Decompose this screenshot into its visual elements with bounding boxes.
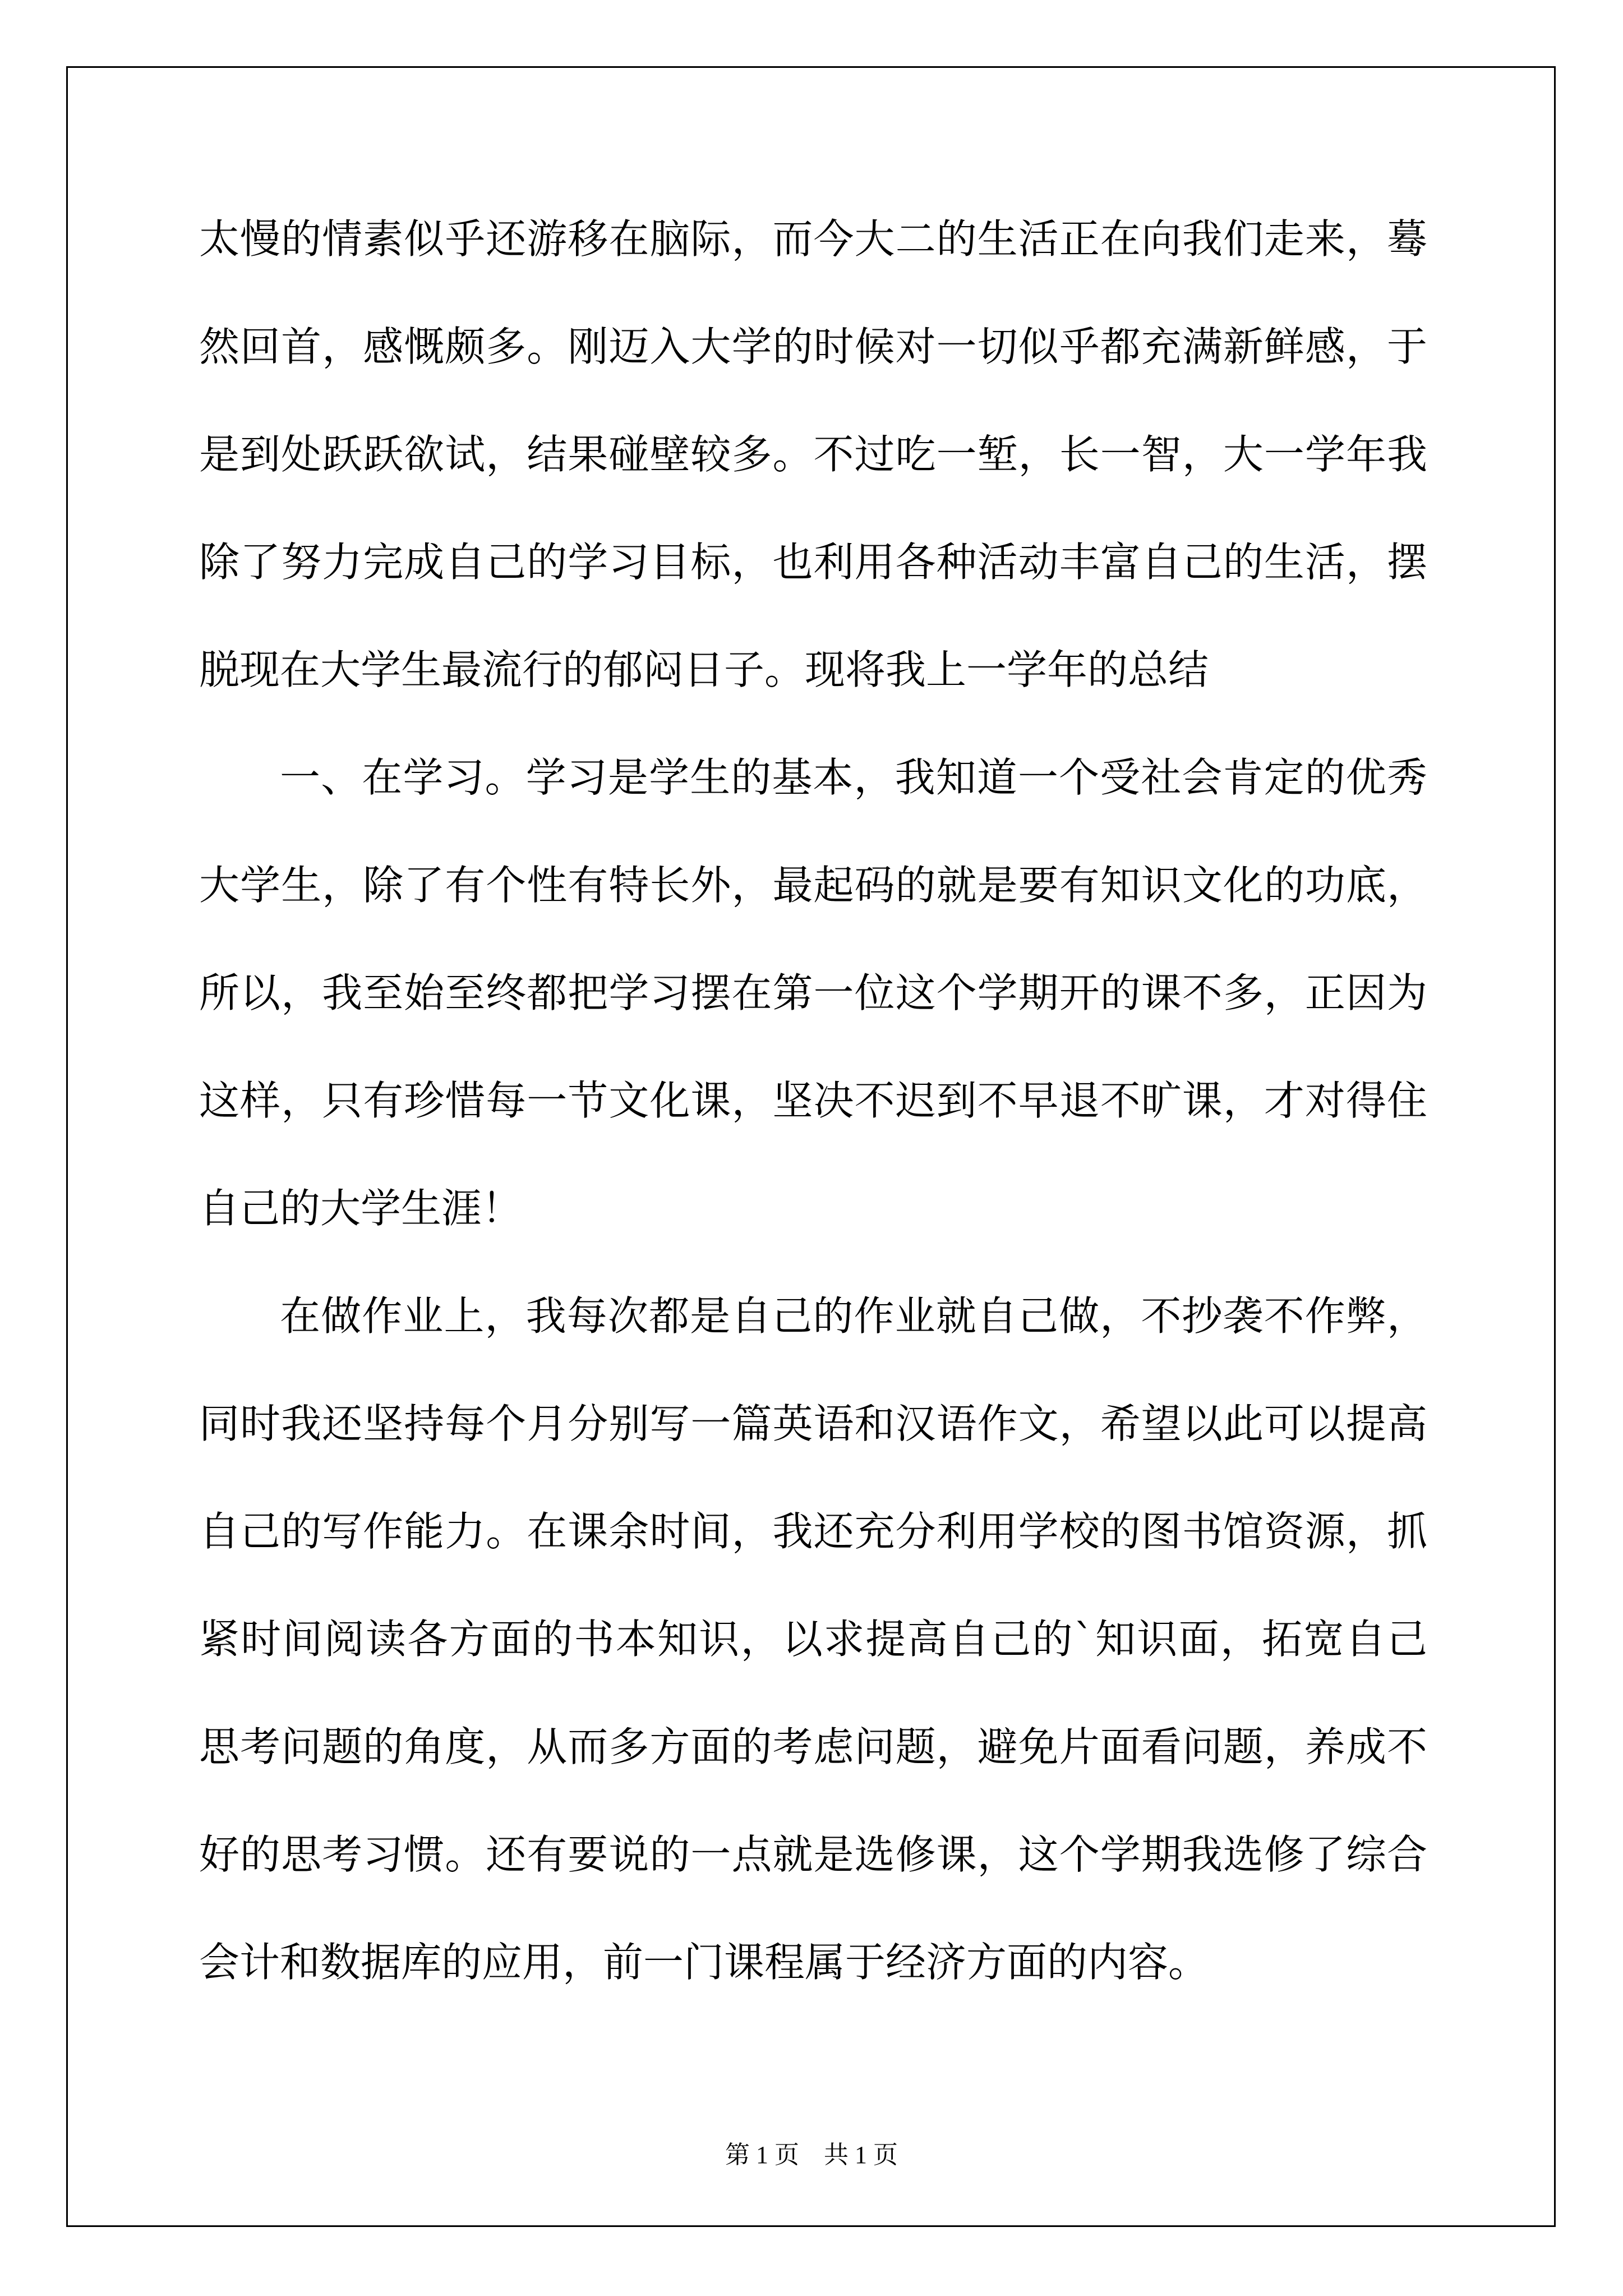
paragraph-homework: 在做作业上，我每次都是自己的作业就自己做，不抄袭不作弊，同时我还坚持每个月分别写一篇英语和汉语作文，希望以此可以提高自己的写作能力。在课余时间，我还充分利用学校的图书馆资源，抓紧时间阅读各方面的书本知识，以求提高自己的`知识面，拓宽自己思考问题的角度，从而多方面的考虑问题，避免片面看问题，养成不好的思考习惯。还有要说的一点就是选修课，这个学期我选修了综合会计和数据库的应用，前一门课程属于经济方面的内容。 (199, 1292, 1427, 1986)
page-number-footer: 第 1 页 共 1 页 (725, 2141, 898, 2169)
document-body (199, 185, 1427, 2016)
paragraph-study: 一、在学习。学习是学生的基本，我知道一个受社会肯定的优秀大学生，除了有个性有特长外，最起码的就是要有知识文化的功底，所以，我至始至终都把学习摆在第一位这个学期开的课不多，正因为这样，只有珍惜每一节文化课，坚决不迟到不早退不旷课，才对得住自己的大学生涯！ (199, 754, 1427, 1232)
paragraph-intro: 太慢的情素似乎还游移在脑际，而今大二的生活正在向我们走来，蓦然回首，感慨颇多。刚迈入大学的时候对一切似乎都充满新鲜感，于是到处跃跃欲试，结果碰壁较多。不过吃一堑，长一智，大一学年我除了努力完成自己的学习目标，也利用各种活动丰富自己的生活，摆脱现在大学生最流行的郁闷日子。现将我上一学年的总结 (199, 215, 1427, 693)
